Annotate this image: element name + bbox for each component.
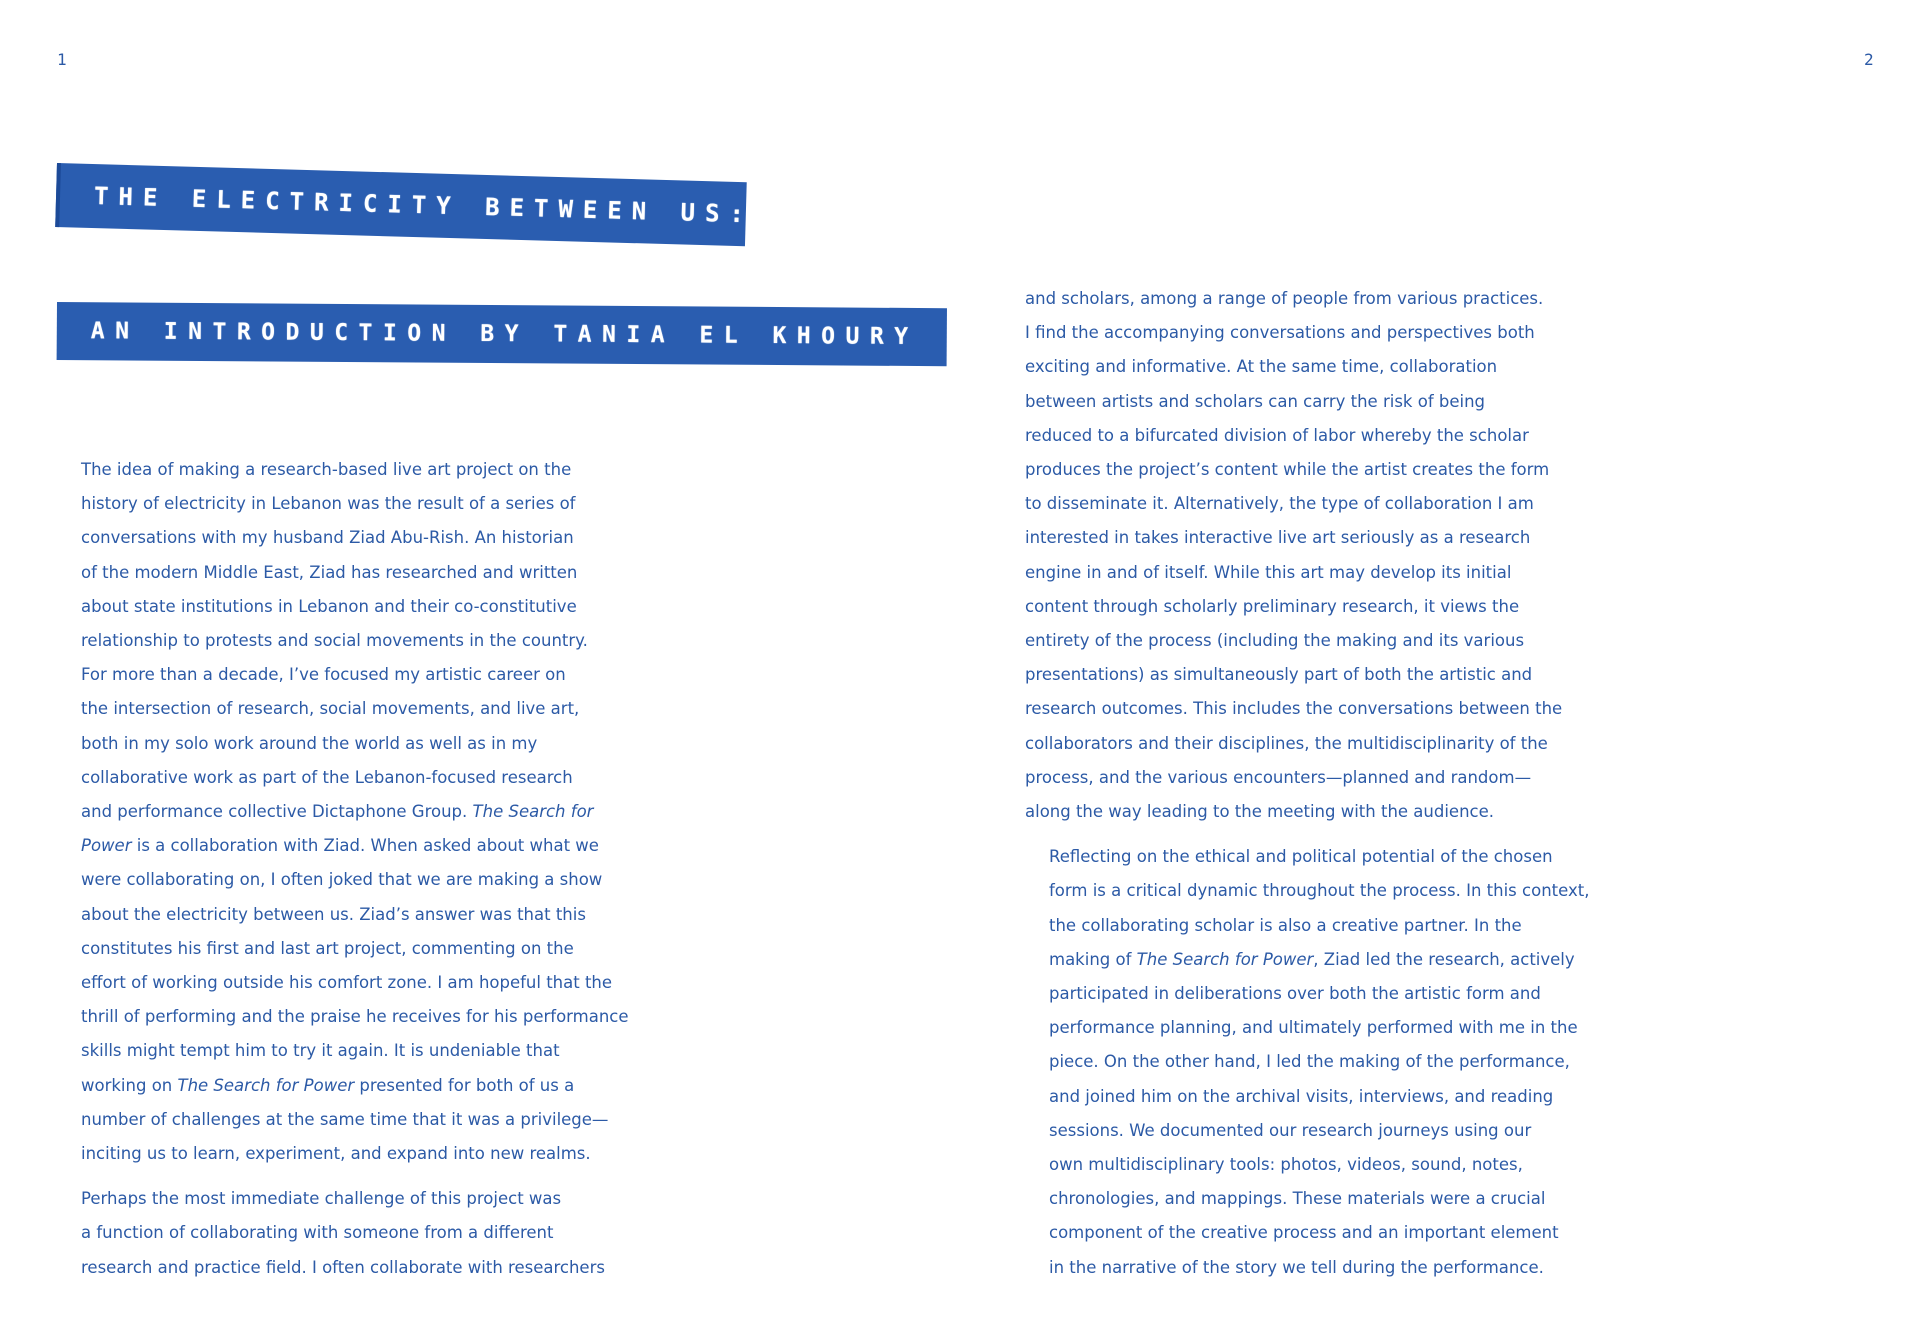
- text-fragment: working on: [81, 1075, 178, 1095]
- text-line: presentations) as simultaneously part of both the artistic and: [1025, 665, 1533, 685]
- text-line: about state institutions in Lebanon and their co-constitutive: [81, 596, 577, 616]
- text-line: chronologies, and mappings. These materials were a crucial: [1049, 1189, 1546, 1209]
- text-line: effort of working outside his comfort zone. I am hopeful that the: [81, 973, 613, 993]
- text-line: in the narrative of the story we tell during the performance.: [1049, 1257, 1544, 1277]
- left-paragraph-1: [57, 453, 657, 1171]
- left-paragraph-2: [57, 1182, 657, 1285]
- book-title-fragment: The Search for Power: [177, 1075, 355, 1095]
- page-subtitle: AN INTRODUCTION BY TANIA EL KHOURY: [90, 318, 919, 351]
- text-line: inciting us to learn, experiment, and expand into new realms.: [81, 1144, 591, 1164]
- text-line: content through scholarly preliminary research, it views the: [1025, 596, 1520, 616]
- book-title-fragment: The Search for: [472, 802, 594, 822]
- left-column: [57, 453, 657, 1296]
- text-line: I find the accompanying conversations and perspectives both: [1025, 323, 1535, 343]
- text-fragment: presented for both of us a: [354, 1075, 575, 1095]
- text-line: reduced to a bifurcated division of labor whereby the scholar: [1025, 425, 1529, 445]
- page-number-right: 2: [1864, 50, 1874, 69]
- text-line: constitutes his first and last art project, commenting on the: [81, 938, 574, 958]
- text-line: of the modern Middle East, Ziad has researched and written: [81, 562, 578, 582]
- text-line: [57, 1069, 657, 1103]
- text-line: conversations with my husband Ziad Abu-Rish. An historian: [81, 528, 574, 548]
- text-line: exciting and informative. At the same time, collaboration: [1025, 357, 1498, 377]
- text-line: research and practice field. I often collaborate with researchers: [81, 1257, 605, 1277]
- text-line: interested in takes interactive live art seriously as a research: [1025, 528, 1531, 548]
- title-tape: [55, 163, 755, 246]
- text-line: [57, 829, 657, 863]
- text-line: the intersection of research, social movements, and live art,: [81, 699, 580, 719]
- page-title: THE ELECTRICITY BETWEEN US:: [93, 182, 755, 229]
- text-line: engine in and of itself. While this art may develop its initial: [1025, 562, 1512, 582]
- text-line: collaborative work as part of the Lebanon-focused research: [81, 767, 573, 787]
- text-line: both in my solo work around the world as well as in my: [81, 733, 538, 753]
- text-line: entirety of the process (including the making and its various: [1025, 631, 1525, 651]
- subtitle-tape: [57, 302, 947, 366]
- text-line: [1025, 943, 1625, 977]
- text-line: history of electricity in Lebanon was the result of a series of: [81, 494, 576, 514]
- text-line: thrill of performing and the praise he receives for his performance: [81, 1007, 629, 1027]
- text-line: Reflecting on the ethical and political potential of the chosen: [1049, 847, 1553, 867]
- text-line: number of challenges at the same time that it was a privilege—: [81, 1109, 609, 1129]
- right-column: [1025, 282, 1625, 1296]
- text-line: were collaborating on, I often joked that we are making a show: [81, 870, 603, 890]
- right-paragraph-1: [1025, 282, 1625, 829]
- text-line: a function of collaborating with someone from a different: [81, 1223, 554, 1243]
- text-line: research outcomes. This includes the conversations between the: [1025, 699, 1563, 719]
- text-line: skills might tempt him to try it again. It is undeniable that: [81, 1041, 560, 1061]
- text-line: about the electricity between us. Ziad’s answer was that this: [81, 904, 586, 924]
- text-line: relationship to protests and social movements in the country.: [81, 631, 588, 651]
- text-line: component of the creative process and an important element: [1049, 1223, 1559, 1243]
- page-number-left: 1: [57, 50, 67, 69]
- text-line: The idea of making a research-based live art project on the: [81, 460, 572, 479]
- text-line: performance planning, and ultimately performed with me in the: [1049, 1018, 1578, 1038]
- text-fragment: is a collaboration with Ziad. When asked about what we: [131, 836, 599, 856]
- text-line: to disseminate it. Alternatively, the type of collaboration I am: [1025, 494, 1534, 514]
- book-title-fragment: The Search for Power: [1136, 949, 1314, 969]
- text-fragment: , Ziad led the research, actively: [1313, 949, 1575, 969]
- text-line: participated in deliberations over both the artistic form and: [1049, 984, 1541, 1004]
- text-line: process, and the various encounters—planned and random—: [1025, 767, 1532, 787]
- right-paragraph-2: [1025, 840, 1625, 1285]
- text-line: sessions. We documented our research journeys using our: [1049, 1120, 1532, 1140]
- text-fragment: and performance collective Dictaphone Group.: [81, 802, 473, 822]
- text-line: between artists and scholars can carry the risk of being: [1025, 391, 1486, 411]
- text-line: produces the project’s content while the artist creates the form: [1025, 460, 1550, 480]
- text-line: [57, 795, 657, 829]
- book-title-fragment: Power: [81, 836, 132, 856]
- text-line: Perhaps the most immediate challenge of this project was: [81, 1189, 562, 1209]
- text-line: form is a critical dynamic throughout the process. In this context,: [1049, 881, 1590, 901]
- text-line: and scholars, among a range of people from various practices.: [1025, 289, 1544, 308]
- text-line: For more than a decade, I’ve focused my artistic career on: [81, 665, 566, 685]
- text-line: and joined him on the archival visits, interviews, and reading: [1049, 1086, 1554, 1106]
- text-line: the collaborating scholar is also a creative partner. In the: [1049, 915, 1522, 935]
- text-fragment: making of: [1049, 949, 1137, 969]
- text-line: own multidisciplinary tools: photos, videos, sound, notes,: [1049, 1155, 1523, 1175]
- text-line: collaborators and their disciplines, the multidisciplinarity of the: [1025, 733, 1548, 753]
- text-line: along the way leading to the meeting with the audience.: [1025, 802, 1495, 822]
- text-line: piece. On the other hand, I led the making of the performance,: [1049, 1052, 1570, 1072]
